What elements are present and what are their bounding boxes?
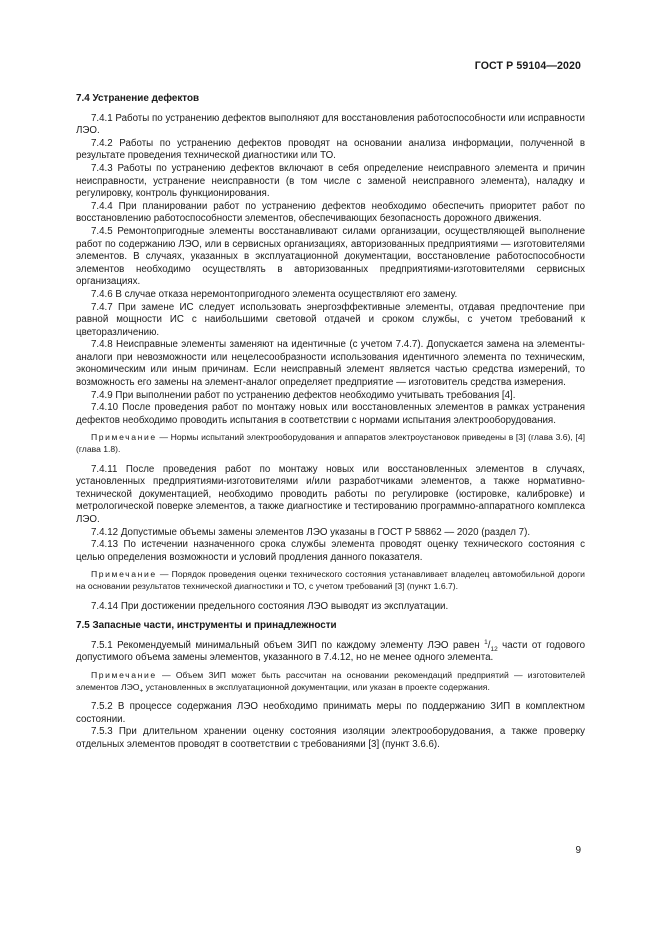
section-heading-7-4: 7.4 Устранение дефектов: [76, 93, 200, 104]
note-subscript: +: [139, 687, 144, 695]
note-label: Примечание: [91, 569, 157, 580]
paragraph-7-4-11: 7.4.11 После проведения работ по монтажу новых или восстановленных элементов в случаях, установленных предприятиями-изготовителями и/или разработчиками элементов, а также нормативно-технической документацией, необходимо проводить работы по регулировке (юстировке, калибровке) и метрологической поверке элементов, а также диагностике и тестированию программно-аппаратного комплекса ЛЭО.: [76, 463, 585, 525]
note-text-b: установленных в эксплуатационной документации, или указан в проекте содержания.: [143, 681, 490, 692]
document-id: ГОСТ Р 59104—2020: [474, 60, 581, 72]
fraction-slash: /: [487, 639, 491, 651]
paragraph-7-5-3: 7.5.3 При длительном хранении оценку состояния изоляции электрооборудования, а также проверку отдельных элементов проводят в соответствии с требованиями [3] (пункт 3.6.6).: [76, 726, 585, 750]
paragraph-7-4-14: 7.4.14 При достижении предельного состояния ЛЭО выводят из эксплуатации.: [91, 600, 449, 612]
note-7-4-13: [76, 569, 585, 592]
paragraph-7-4-2: 7.4.2 Работы по устранению дефектов проводят на основании анализа информации, полученной в результате проведения технической диагностики или ТО.: [76, 137, 585, 162]
note-label: Примечание: [91, 432, 157, 443]
note-text-a: — Объем ЗИП может быть рассчитан на основании рекомендаций предприятий — изготовителей элементов ЛЭО: [76, 669, 585, 692]
page-number: 9: [575, 845, 581, 856]
paragraph-7-4-12: 7.4.12 Допустимые объемы замены элементов ЛЭО указаны в ГОСТ Р 58862 — 2020 (раздел 7).: [91, 526, 531, 538]
paragraph-7-5-1-text-b: части от годового допустимого объема замены элементов, указанного в 7.4.12, но не менее одного элемента.: [76, 639, 585, 664]
note-text: — Нормы испытаний электрооборудования и аппаратов электроустановок приведены в [3] (глава 3.6), [4] (глава 1.8).: [76, 432, 585, 455]
note-7-5-1: [76, 670, 585, 693]
paragraph-7-4-8: 7.4.8 Неисправные элементы заменяют на идентичные (с учетом 7.4.7). Допускается замена на элементы-аналоги при невозможности или нецелесообразности использования идентичного элемента по техническим, экономическим или иным причинам. Если неисправный элемент является частью средства измерений, то возможность его замены на элемент-аналог определяет предприятие — изготовитель средства измерения.: [76, 339, 585, 389]
paragraph-7-5-2: 7.5.2 В процессе содержания ЛЭО необходимо принимать меры по поддержанию ЗИП в комплектном состоянии.: [76, 701, 585, 725]
fraction-denominator: 12: [490, 645, 498, 653]
paragraph-7-4-13: 7.4.13 По истечении назначенного срока службы элемента проводят оценку технического состояния с целью определения возможности и условий продления данного показателя.: [76, 539, 585, 563]
page-content: [76, 93, 585, 752]
paragraph-7-5-1-text-a: 7.5.1 Рекомендуемый минимальный объем ЗИП по каждому элементу ЛЭО равен: [91, 639, 485, 651]
paragraph-7-4-1: 7.4.1 Работы по устранению дефектов выполняют для восстановления работоспособности или исправности ЛЭО.: [76, 112, 585, 137]
note-7-4-10: [76, 432, 585, 455]
paragraph-7-4-6: 7.4.6 В случае отказа неремонтопригодного элемента осуществляют его замену.: [91, 288, 458, 300]
note-label: Примечание: [91, 669, 157, 680]
paragraph-7-4-3: 7.4.3 Работы по устранению дефектов включают в себя определение неисправного элемента и причин неисправности, устранение неисправности (в том числе с заменой неисправного элемента), наладку и регулировку, контроль функционирования.: [76, 162, 585, 200]
paragraph-7-4-4: 7.4.4 При планировании работ по устранению дефектов необходимо обеспечить приоритет работ по восстановлению работоспособности элементов, обеспечивающих безопасность дорожного движения.: [76, 200, 585, 225]
paragraph-7-5-1: [76, 640, 585, 665]
fraction-numerator: 1: [484, 638, 488, 646]
paragraph-7-4-5: 7.4.5 Ремонтопригодные элементы восстанавливают силами организации, осуществляющей выполнение работ по содержанию ЛЭО, или в сервисных организациях, авторизованных предприятиями — изготовителями элементов. В случаях, указанных в эксплуатационной документации, восстановление работоспособности элементов необходимо осуществлять в авторизованных предприятиями-изготовителями сервисных организациях.: [76, 225, 585, 288]
paragraph-7-4-9: 7.4.9 При выполнении работ по устранению дефектов необходимо учитывать требования [4].: [91, 389, 516, 401]
section-heading-7-5: 7.5 Запасные части, инструменты и принадлежности: [76, 620, 337, 632]
paragraph-7-4-7: 7.4.7 При замене ИС следует использовать энергоэффективные элементы, отдавая предпочтение при равной мощности ИС с наибольшими световой отдачей и сроком службы, с учетом требований к цветоразличению.: [76, 301, 585, 338]
note-text: — Порядок проведения оценки технического состояния устанавливает владелец автомобильной дороги на основании результатов технической диагностики и ТО, с учетом требований [3] (пункт 1.6.7).: [76, 569, 585, 591]
section-gap: [76, 613, 585, 620]
paragraph-7-4-10: 7.4.10 После проведения работ по монтажу новых или восстановленных элементов в рамках устранения дефектов необходимо проводить испытания в соответствии с нормами испытания электрооборудования.: [76, 402, 585, 426]
